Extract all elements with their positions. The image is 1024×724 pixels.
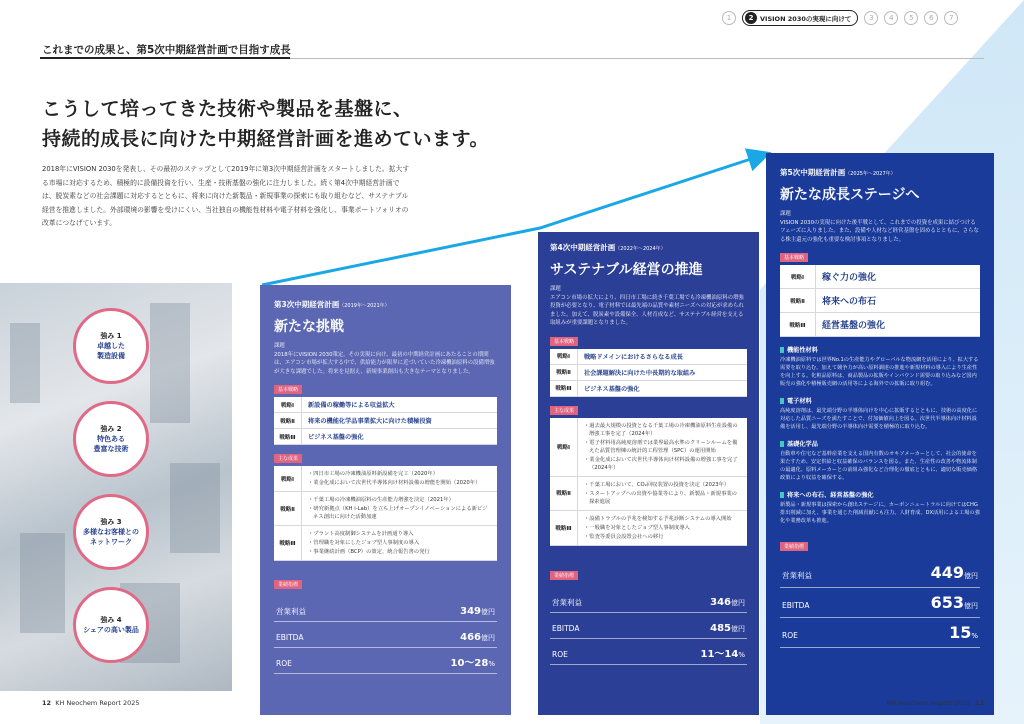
policy-tag: 基本戦略 — [274, 385, 302, 394]
policy-tag: 基本戦略 — [780, 253, 808, 262]
nav-page-6[interactable]: 6 — [924, 11, 938, 25]
results-row: 戦略Ⅲ ・プラント高度制御システムを計画通り導入 ・管理職を対象にしたジョブ型人事制度の導入 ・事業継続計画（BCP）の策定、統合報告書の発行 — [274, 526, 497, 561]
strength-2: 強み 2 特色ある 豊富な技術 — [73, 401, 149, 477]
kpi-list — [550, 587, 747, 665]
kpi-tag: 業績指標 — [780, 542, 808, 551]
business-feature: 電子材料 高純度溶剤は、最先端分野の半導体向けを中心に拡販するとともに、技術の高度化に対応した品質ニーズを満たすことで、付加価値向上を図る。次世代半導体向け材料設備を活用し、最先端分野の半導体向け需要を積極的に取り込む。 — [780, 396, 980, 431]
plan-title: 第4次中期経営計画（2022年～2024年） — [550, 243, 666, 252]
results-tag: 主な成果 — [274, 454, 302, 463]
policy-row: 戦略Ⅲ 経営基盤の強化 — [780, 313, 980, 337]
kpi-row: 営業利益 346億円 — [550, 587, 747, 613]
policy-row: 戦略Ⅲ ビジネス基盤の強化 — [274, 429, 497, 445]
kpi-row: EBITDA 485億円 — [550, 613, 747, 639]
results-table — [550, 418, 747, 546]
plan-title: 第5次中期経営計画（2025年～2027年） — [780, 168, 896, 177]
policy-table — [780, 265, 980, 337]
plan-5-panel — [766, 153, 994, 715]
business-feature: 機能性材料 冷凍機油原料では世界No.1の生産能力やグローバルな物流網を活用により、拡大する需要を取り込む。加えて競争力が高い原料調達の推進や新規材料の導入により生産性を向上する。化粧品原料は、商品製品の拡販やインバウンド需要の取り込みなど国内販売の強化や積極販売網の活用等による海外での拡販に取り組む。 — [780, 347, 979, 387]
results-row: 戦略Ⅲ ・設備トラブルの予兆を検知する予兆診断システムの導入開始 ・一般職を対象としたジョブ型人事制度導入 ・監査等委員会設置会社への移行 — [550, 511, 747, 546]
kpi-tag: 業績指標 — [550, 571, 578, 580]
plan-challenge: 課題 2018年にVISION 2030策定。その実現に向け、最初の中期経営計画にあたることの期間は、エアコン市場が拡大する中で、供給能力が限界に近づいていた冷凍機油原料の設備増強が大きな課題でした。将来を見据え、新規事業創出も大きなテーマとなりました。 — [274, 343, 495, 375]
policy-row: 戦略Ⅱ 将来への布石 — [780, 289, 980, 313]
plan-4-panel — [538, 232, 759, 715]
kpi-row: 営業利益 449億円 — [780, 558, 980, 588]
results-row: 戦略Ⅰ ・過去最大規模の投資となる千葉工場の冷凍機油原料生産設備の増強工事を完了（2024年） ・電子材料用高純度溶剤では業界最高水準のクリーンルームを備えた品質管理棟の統計的工程管理（SPC）の運用開始 ・業金化成において次世代半導体向け材料設備の増強工事を完了（2024年） — [550, 418, 747, 477]
plan-challenge: 課題 VISION 2030の実現に向けた後半戦として、これまでの投資を成果に結びつけるフェーズに入りました。また、設備や人材など経営基盤を固めるとともに、さらなる株主還元の強化も重要な検討事項となりました。 — [780, 211, 979, 243]
results-tag: 主な成果 — [550, 406, 578, 415]
kpi-row: 営業利益 349億円 — [274, 596, 497, 622]
policy-row: 戦略Ⅱ 社会課題解決に向けた中長期的な取組み — [550, 365, 747, 381]
business-feature: 基礎化学品 自動車や住宅など基幹産業を支える国内有数のオキソメーカーとして、社会的使命を果たすため、安定供給と収益確保のバランスを図る。また、生産性の改善や物流体制の最適化、原料メーカーとの前組み強化など合理化の徹底とともに、適切な販売価格政策により収益を確保する。 — [780, 439, 980, 482]
policy-row: 戦略Ⅰ 戦略ドメインにおけるさらなる成長 — [550, 349, 747, 365]
policy-row: 戦略Ⅲ ビジネス基盤の強化 — [550, 381, 747, 397]
strength-4: 強み 4 シェアの高い製品 — [73, 587, 149, 663]
results-row: 戦略Ⅱ ・千葉工場の冷凍機油原料の生産能力増強を決定（2021年） ・研究新拠点（KH i-Lab）を立ち上げオープンイノベーションによる新ビジネス創出に向けた活動加速 — [274, 492, 497, 526]
strength-3: 強み 3 多様なお客様との ネットワーク — [73, 494, 149, 570]
results-row: 戦略Ⅰ ・四日市工場の冷凍機油原料新設備を完工（2020年） ・業金化成において次世代半導体向け材料設備の増能を開始（2020年） — [274, 466, 497, 492]
plan-theme: 新たな成長ステージへ — [780, 187, 920, 203]
plan-challenge: 課題 エアコン市場の拡大により、四日市工場に続き千葉工場でも冷凍機油原料の増強投資が必要となり、電子材料では最先端の品質や素材ニーズへの対応が求められました。加えて、脱炭素や設備保全、人材育成など、サステナブル経営を支える取組みが重要課題となりました。 — [550, 286, 744, 326]
footer-right: KH Neochem Report 2025 13 — [886, 699, 984, 707]
kpi-list — [274, 596, 497, 674]
plan-theme: サステナブル経営の推進 — [550, 262, 703, 278]
plan-theme: 新たな挑戦 — [274, 319, 344, 335]
results-row: 戦略Ⅱ ・千葉工場において、CO₂回収装置の投資を決定（2023年） ・スタートアップへの出資や協業等により、新製品・新規事業の探索進展 — [550, 477, 747, 511]
strength-1: 強み 1 卓越した 製造設備 — [73, 308, 149, 384]
policy-table — [274, 397, 497, 445]
results-table — [274, 466, 497, 561]
section-title: これまでの成果と、第5次中期経営計画で目指す成長 — [42, 44, 291, 56]
nav-page-7[interactable]: 7 — [944, 11, 958, 25]
footer-left: 12 KH Neochem Report 2025 — [42, 699, 140, 707]
business-feature: 将来への布石、経営基盤の強化 新製品・新規事業は探索から創出ステージに。カーボンニュートラルに向けてはCHG排出削減に加え、事業を通じた削減貢献にも注力。人財育成、DX活用による工場の強化や業務改革も推進。 — [780, 492, 980, 524]
policy-row: 戦略Ⅱ 将来の機能化学品事業拡大に向けた積極投資 — [274, 413, 497, 429]
policy-row: 戦略Ⅰ 稼ぐ力の強化 — [780, 265, 980, 289]
headline-line-1: こうして培ってきた技術や製品を基盤に、 — [42, 98, 413, 120]
kpi-row: EBITDA 466億円 — [274, 622, 497, 648]
kpi-row: ROE 15% — [780, 618, 980, 648]
kpi-list — [780, 558, 980, 648]
policy-tag: 基本戦略 — [550, 337, 578, 346]
headline-line-2: 持続的成長に向けた中期経営計画を進めています。 — [42, 128, 489, 150]
kpi-row: ROE 11～14% — [550, 639, 747, 665]
nav-page-3[interactable]: 3 — [864, 11, 878, 25]
plan-3-panel — [260, 285, 511, 715]
kpi-row: EBITDA 653億円 — [780, 588, 980, 618]
nav-page-4[interactable]: 4 — [884, 11, 898, 25]
plan-title: 第3次中期経営計画（2019年～2021年） — [274, 300, 390, 309]
nav-page-1[interactable]: 1 — [722, 11, 736, 25]
policy-table — [550, 349, 747, 397]
policy-row: 戦略Ⅰ 新設備の稼働等による収益拡大 — [274, 397, 497, 413]
nav-page-5[interactable]: 5 — [904, 11, 918, 25]
kpi-tag: 業績指標 — [274, 580, 302, 589]
nav-page-active[interactable]: 2 VISION 2030の実現に向けて — [742, 10, 858, 26]
kpi-row: ROE 10～28% — [274, 648, 497, 674]
intro-text: 2018年にVISION 2030を発表し、その最初のステップとして2019年に第3次中期経営計画をスタートしました。拡大する市場に対応するため、積極的に設備投資を行い、生産・技術基盤の強化に注力しました。続く第4次中期経営計画では、脱炭素などの社会課題に対応するとともに、将来に向けた新製品・新規事業の探索にも取り組むなど、サステナブル経営を推進しました。外部環境の影響を受けにくい、当社独自の機能性材料や電子材料を強化し、事業ポートフォリオの改革につなげています。 — [42, 165, 410, 227]
